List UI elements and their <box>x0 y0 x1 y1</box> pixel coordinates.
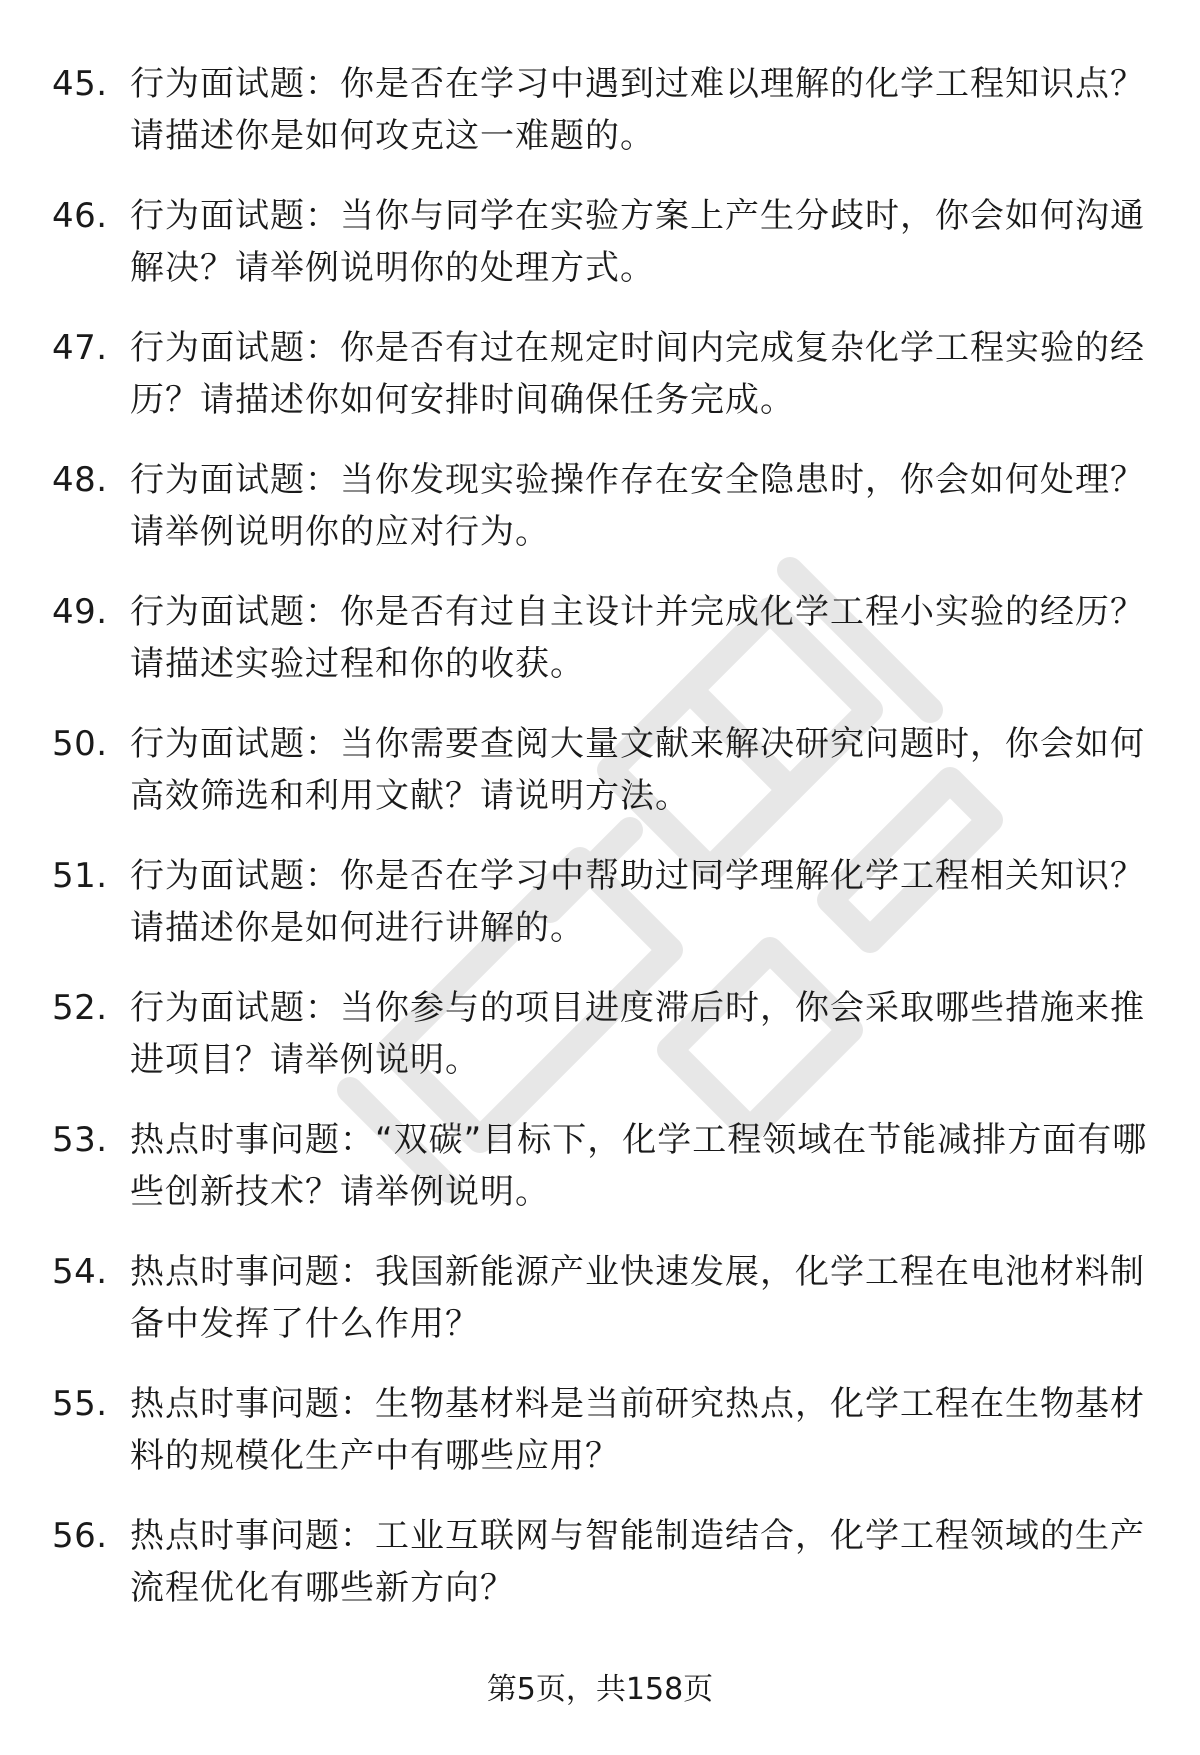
question-item <box>52 322 1152 454</box>
question-text: 行为面试题：你是否有过自主设计并完成化学工程小实验的经历？请描述实验过程和你的收获。 <box>130 592 1145 684</box>
question-number: 54. <box>52 1252 108 1292</box>
question-item <box>52 586 1152 718</box>
question-number: 55. <box>52 1384 108 1424</box>
question-number: 53. <box>52 1120 108 1160</box>
question-number: 56. <box>52 1516 108 1556</box>
question-text: 行为面试题：当你需要查阅大量文献来解决研究问题时，你会如何高效筛选和利用文献？请说明方法。 <box>130 724 1145 816</box>
question-number: 52. <box>52 988 108 1028</box>
question-list <box>52 58 1152 1642</box>
page-number-label: 第5页，共158页 <box>486 1672 714 1707</box>
question-text: 热点时事问题：工业互联网与智能制造结合，化学工程领域的生产流程优化有哪些新方向？ <box>130 1516 1145 1608</box>
question-number: 49. <box>52 592 108 632</box>
question-text: 热点时事问题：我国新能源产业快速发展，化学工程在电池材料制备中发挥了什么作用？ <box>130 1252 1145 1344</box>
question-item <box>52 58 1152 190</box>
question-number: 48. <box>52 460 108 500</box>
question-item <box>52 1510 1152 1642</box>
question-number: 47. <box>52 328 108 368</box>
question-item <box>52 454 1152 586</box>
question-item <box>52 1378 1152 1510</box>
question-text: 行为面试题：当你参与的项目进度滞后时，你会采取哪些措施来推进项目？请举例说明。 <box>130 988 1145 1080</box>
question-item <box>52 850 1152 982</box>
question-item <box>52 718 1152 850</box>
page-footer <box>0 1670 1200 1710</box>
question-text: 行为面试题：你是否在学习中帮助过同学理解化学工程相关知识？请描述你是如何进行讲解的。 <box>130 856 1145 948</box>
question-text: 热点时事问题：生物基材料是当前研究热点，化学工程在生物基材料的规模化生产中有哪些应用？ <box>130 1384 1145 1476</box>
question-number: 51. <box>52 856 108 896</box>
question-item <box>52 1246 1152 1378</box>
question-number: 45. <box>52 64 108 104</box>
question-text: 行为面试题：你是否在学习中遇到过难以理解的化学工程知识点？请描述你是如何攻克这一难题的。 <box>130 64 1145 156</box>
question-text: 行为面试题：当你发现实验操作存在安全隐患时，你会如何处理？请举例说明你的应对行为。 <box>130 460 1145 552</box>
question-number: 46. <box>52 196 108 236</box>
question-number: 50. <box>52 724 108 764</box>
question-text: 行为面试题：你是否有过在规定时间内完成复杂化学工程实验的经历？请描述你如何安排时间确保任务完成。 <box>130 328 1145 420</box>
question-text: 热点时事问题：“双碳”目标下，化学工程领域在节能减排方面有哪些创新技术？请举例说明。 <box>130 1120 1148 1212</box>
question-item <box>52 190 1152 322</box>
question-text: 行为面试题：当你与同学在实验方案上产生分歧时，你会如何沟通解决？请举例说明你的处理方式。 <box>130 196 1145 288</box>
question-item <box>52 1114 1152 1246</box>
question-item <box>52 982 1152 1114</box>
